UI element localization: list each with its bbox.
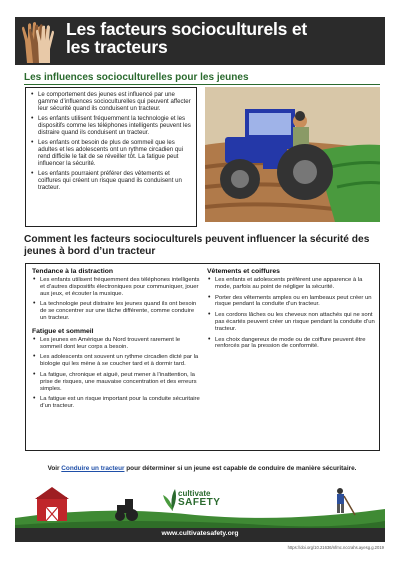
list-item: • Les enfants et adolescents préfèrent une apparence à la mode, parfois au point de négliger la sécurité. [215,277,375,291]
call-to-action [24,465,380,472]
footer-website-link[interactable]: www.cultivatesafety.org [161,530,239,537]
section-divider [24,84,380,85]
subheading-fatigue: Fatigue et sommeil [32,327,94,335]
section-heading-how: Comment les facteurs socioculturels peuvent influencer la sécurité des jeunes à bord d’un tracteur [24,234,370,257]
list-item: • La fatigue est un risque important pour la conduite sécuritaire d’un tracteur. [40,396,200,410]
influences-list [30,91,192,191]
logo-line-2: SAFETY [178,497,221,508]
list-item: • Les adolescents ont souvent un rythme circadien dicté par la biologie qui les mène à se coucher tard et à dormir tard. [40,354,200,368]
factors-box [25,263,380,451]
subheading-distraction: Tendance à la distraction [32,268,114,275]
influences-box [25,87,197,227]
list-item: • Les jeunes en Amérique du Nord trouvent rarement le sommeil dont leur corps a besoin. [40,337,200,351]
list-item: • Les cordons lâches ou les cheveux non attachés qui ne sont pas écartés peuvent créer un risque pendant la conduite d’un tracteur. [215,312,375,332]
tractor-illustration [205,87,380,222]
distraction-list [32,277,200,322]
left-column [32,268,200,414]
barn-icon [35,487,69,521]
raised-hands-icon [19,19,59,63]
list-item: • Les enfants ont besoin de plus de sommeil que les adultes et les adolescents ont un rythme circadien qui rend difficile le fait de se réveiller tôt. La fatigue peut influencer la sécurité. [38,139,192,167]
conduire-tracteur-link[interactable]: Conduire un tracteur [61,465,125,472]
list-item: • Les enfants utilisent fréquemment des téléphones intelligents et d’autres dispositifs électroniques pour communiquer, jouer aux jeux, et écouter la musique. [40,277,200,297]
list-item: • La technologie peut distraire les jeunes quand ils ont besoin de se concentrer sur une tâche différente, comme conduire un tracteur. [40,301,200,321]
cta-prefix: Voir [47,465,62,472]
section-heading-influences: Les influences socioculturelles pour les jeunes [24,72,249,83]
cultivate-safety-logo-icon [163,489,176,511]
cultivate-safety-logo [178,489,220,507]
cta-suffix: pour déterminer si un jeune est capable de conduire de manière sécuritaire. [124,465,357,472]
farmer-icon [337,488,355,515]
subheading-clothing: Vêtements et coiffures [207,268,280,275]
right-column [207,268,375,354]
list-item: • Les choix dangereux de mode ou de coiffure peuvent être renforcés par la pression de conformité. [215,337,375,351]
clothing-list [207,277,375,350]
list-item: • La fatigue, chronique et aiguë, peut mener à l’inattention, la prise de risques, une mauvaise concentration et des erreurs simples. [40,372,200,392]
fatigue-list [32,337,200,410]
doi-reference: https://doi.org/10.21636/nfmc.nccrahs.ayesg.g.2019 [287,545,384,550]
title-line-2: les tracteurs [66,37,168,57]
list-item: • Le comportement des jeunes est influencé par une gamme d’influences socioculturelles qui peuvent affecter leur sécurité quand ils conduisent un tracteur. [38,91,192,112]
list-item: • Les enfants pourraient préférer des vêtements et coiffures qui créent un risque quand ils conduisent un tracteur. [38,170,192,191]
list-item: • Les enfants utilisent fréquemment la technologie et les dispositifs comme les téléphones intelligents peuvent les distraire quand ils conduisent un tracteur. [38,115,192,136]
list-item: • Porter des vêtements amples ou en lambeaux peut créer un risque pendant la conduite d’un tracteur. [215,295,375,309]
logo-line-1: cultivate [178,489,211,498]
title-line-1: Les facteurs socioculturels et [66,19,308,39]
page-title [66,20,376,56]
